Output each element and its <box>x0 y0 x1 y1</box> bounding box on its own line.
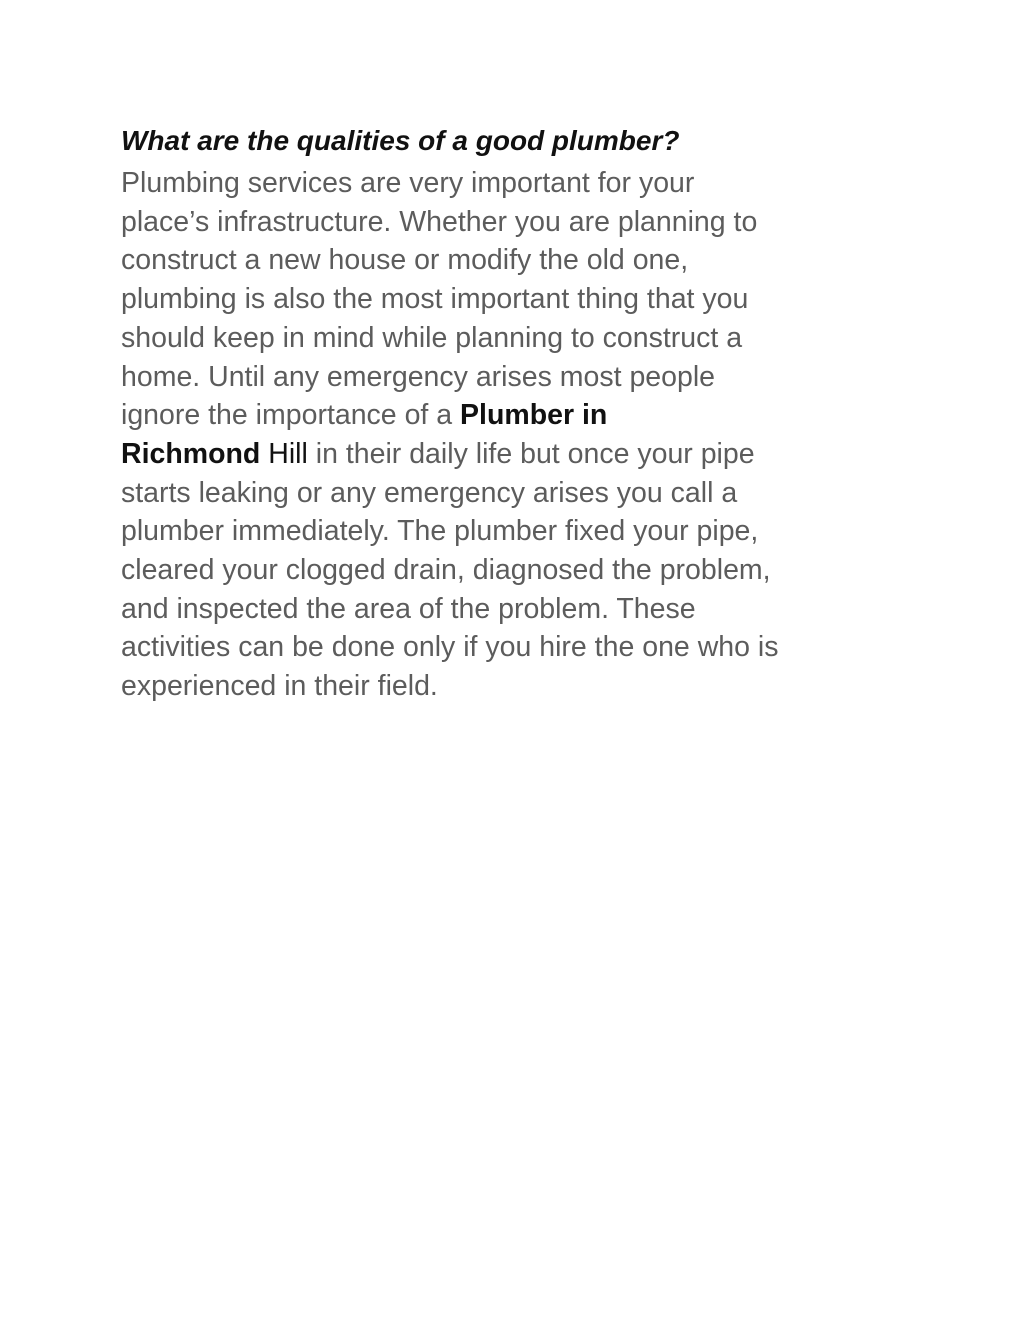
keyword-link-part3[interactable]: Hill <box>268 437 308 470</box>
paragraph-line: experienced in their field. <box>121 670 438 703</box>
paragraph-line: cleared your clogged drain, diagnosed the problem, <box>121 554 771 587</box>
paragraph-line: starts leaking or any emergency arises you call a <box>121 476 738 509</box>
paragraph-line: Plumbing services are very important for your <box>121 167 695 199</box>
paragraph-line: place’s infrastructure. Whether you are planning to <box>121 205 758 238</box>
keyword-link-part1[interactable]: Plumber in <box>460 399 608 432</box>
article-heading: What are the qualities of a good plumber? <box>121 125 680 156</box>
paragraph-line: home. Until any emergency arises most people <box>121 360 716 393</box>
paragraph-line: and inspected the area of the problem. These <box>121 592 696 625</box>
paragraph-text: in their daily life but once your pipe <box>307 437 755 470</box>
paragraph-line <box>121 396 911 435</box>
paragraph-line: construct a new house or modify the old one, <box>121 244 689 277</box>
paragraph-text: ignore the importance of a <box>121 399 461 432</box>
paragraph-line: should keep in mind while planning to construct a <box>121 321 743 354</box>
paragraph-line <box>121 435 911 474</box>
paragraph-line: activities can be done only if you hire the one who is <box>121 631 779 664</box>
keyword-link-part2[interactable]: Richmond <box>121 437 261 470</box>
document-page <box>121 118 911 706</box>
article-paragraph <box>121 164 911 706</box>
paragraph-line: plumbing is also the most important thing that you <box>121 283 749 316</box>
paragraph-line: plumber immediately. The plumber fixed your pipe, <box>121 515 759 548</box>
